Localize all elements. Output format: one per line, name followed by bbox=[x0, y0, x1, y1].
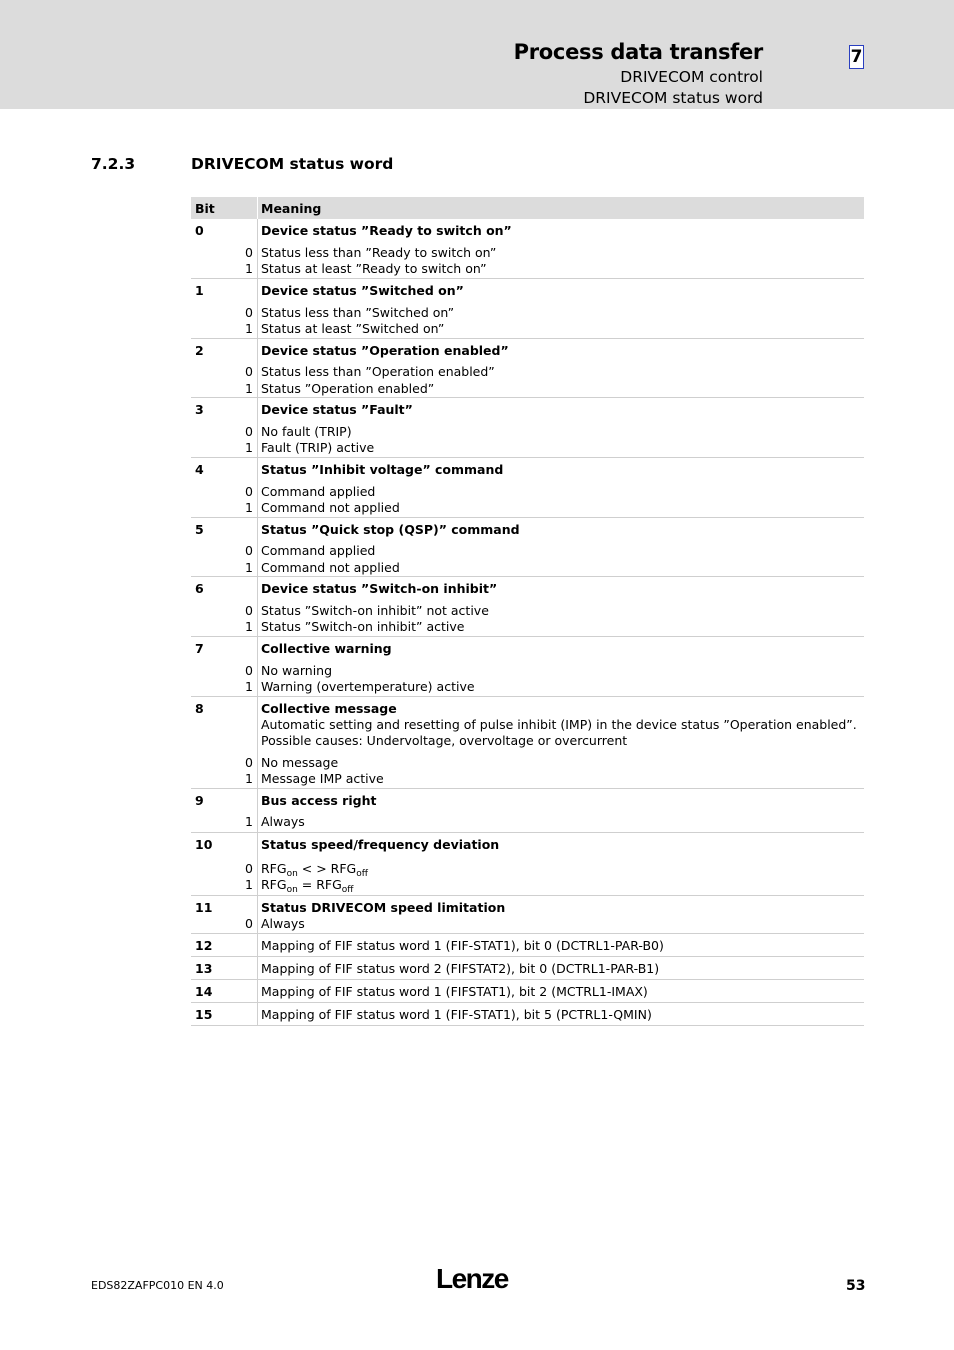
column-divider bbox=[257, 697, 258, 788]
bit-value-meaning: Command applied bbox=[261, 543, 376, 558]
chapter-title: Process data transfer bbox=[513, 40, 763, 64]
column-divider bbox=[257, 518, 258, 576]
column-header-meaning: Meaning bbox=[261, 201, 322, 216]
bit-value-meaning: Status ”Switch-on inhibit” not active bbox=[261, 603, 489, 618]
bit-number: 4 bbox=[195, 462, 204, 477]
bit-number: 8 bbox=[195, 701, 204, 716]
page-number: 53 bbox=[846, 1278, 866, 1294]
bit-title: Device status ”Switch-on inhibit” bbox=[261, 581, 498, 596]
column-divider bbox=[257, 398, 258, 457]
table-row bbox=[191, 458, 864, 518]
bit-value: 1 bbox=[245, 560, 253, 575]
column-divider bbox=[257, 833, 258, 895]
bit-value: 0 bbox=[245, 663, 253, 678]
bit-title: Collective warning bbox=[261, 641, 392, 656]
rfg-subscript: off bbox=[341, 885, 354, 895]
bit-number: 14 bbox=[195, 984, 213, 999]
table-row bbox=[191, 980, 864, 1003]
bit-value-meaning: Status less than ”Ready to switch on” bbox=[261, 245, 497, 260]
column-divider bbox=[257, 279, 258, 338]
bit-value: 1 bbox=[245, 619, 253, 634]
section-title: DRIVECOM status word bbox=[191, 155, 394, 173]
bit-number: 13 bbox=[195, 961, 213, 976]
bit-value: 0 bbox=[245, 245, 253, 260]
column-divider bbox=[257, 1003, 258, 1025]
bit-title: Device status ”Operation enabled” bbox=[261, 343, 509, 358]
column-divider bbox=[257, 980, 258, 1002]
bit-meaning: Mapping of FIF status word 1 (FIF-STAT1), bit 0 (DCTRL1-PAR-B0) bbox=[261, 938, 664, 953]
section-number: 7.2.3 bbox=[91, 155, 136, 173]
table-row bbox=[191, 577, 864, 637]
table-header-row bbox=[191, 197, 864, 219]
bit-meaning: Mapping of FIF status word 2 (FIFSTAT2), bit 0 (DCTRL1-PAR-B1) bbox=[261, 961, 660, 976]
bit-title: Status DRIVECOM speed limitation bbox=[261, 900, 506, 915]
bit-value-meaning bbox=[261, 861, 368, 879]
bit-value: 1 bbox=[245, 679, 253, 694]
bit-title: Status ”Quick stop (QSP)” command bbox=[261, 522, 520, 537]
bit-value: 1 bbox=[245, 440, 253, 455]
bit-number: 0 bbox=[195, 223, 204, 238]
rfg-subscript: off bbox=[356, 869, 368, 879]
table-row bbox=[191, 957, 864, 980]
bit-value: 1 bbox=[245, 814, 253, 829]
bit-value-meaning: Message IMP active bbox=[261, 771, 384, 786]
bit-meaning: Mapping of FIF status word 1 (FIFSTAT1), bit 2 (MCTRL1-IMAX) bbox=[261, 984, 648, 999]
chapter-number-badge: 7 bbox=[850, 47, 863, 67]
column-divider bbox=[257, 458, 258, 517]
table-row bbox=[191, 637, 864, 697]
table-row bbox=[191, 398, 864, 458]
rfg-text: RFG bbox=[261, 877, 287, 892]
table-row bbox=[191, 219, 864, 279]
bit-value-meaning: No message bbox=[261, 755, 339, 770]
bit-description: Automatic setting and resetting of pulse inhibit (IMP) in the device status ”Operation enabled”. bbox=[261, 717, 857, 732]
column-divider bbox=[257, 934, 258, 956]
bit-title: Device status ”Switched on” bbox=[261, 283, 464, 298]
column-divider bbox=[257, 339, 258, 397]
bit-value-meaning: Command applied bbox=[261, 484, 376, 499]
bit-number: 11 bbox=[195, 900, 213, 915]
bit-title: Collective message bbox=[261, 701, 397, 716]
table-row bbox=[191, 1003, 864, 1026]
table-row bbox=[191, 518, 864, 577]
bit-value-meaning: Command not applied bbox=[261, 500, 400, 515]
bit-value: 0 bbox=[245, 603, 253, 618]
bit-value-meaning bbox=[261, 877, 354, 895]
bit-value: 0 bbox=[245, 305, 253, 320]
rfg-text: < > RFG bbox=[297, 861, 357, 876]
bit-title: Status speed/frequency deviation bbox=[261, 837, 500, 852]
rfg-subscript: on bbox=[286, 869, 298, 879]
table-row bbox=[191, 896, 864, 934]
rfg-subscript: on bbox=[286, 885, 298, 895]
bit-value-meaning: Warning (overtemperature) active bbox=[261, 679, 475, 694]
table-row bbox=[191, 697, 864, 789]
bit-value: 0 bbox=[245, 755, 253, 770]
svg-text:Lenze: Lenze bbox=[436, 1264, 508, 1292]
column-divider bbox=[257, 957, 258, 979]
bit-value: 1 bbox=[245, 500, 253, 515]
bit-number: 12 bbox=[195, 938, 213, 953]
rfg-text: = RFG bbox=[297, 877, 342, 892]
bit-meaning: Mapping of FIF status word 1 (FIF-STAT1), bit 5 (PCTRL1-QMIN) bbox=[261, 1007, 652, 1022]
bit-number: 10 bbox=[195, 837, 213, 852]
status-word-table bbox=[191, 197, 864, 1026]
bit-number: 3 bbox=[195, 402, 204, 417]
bit-value-meaning: Command not applied bbox=[261, 560, 400, 575]
bit-number: 1 bbox=[195, 283, 204, 298]
bit-value: 1 bbox=[245, 261, 253, 276]
chapter-subtitle-2: DRIVECOM status word bbox=[583, 89, 763, 107]
bit-number: 5 bbox=[195, 522, 204, 537]
column-divider bbox=[257, 789, 258, 832]
bit-value: 1 bbox=[245, 381, 253, 396]
document-id: EDS82ZAFPC010 EN 4.0 bbox=[91, 1279, 224, 1292]
bit-value: 1 bbox=[245, 321, 253, 336]
bit-value-meaning: Always bbox=[261, 916, 305, 931]
bit-value: 0 bbox=[245, 424, 253, 439]
bit-title: Bus access right bbox=[261, 793, 377, 808]
lenze-logo bbox=[436, 1264, 516, 1292]
header-band bbox=[0, 0, 954, 109]
bit-number: 6 bbox=[195, 581, 204, 596]
bit-value-meaning: Status ”Operation enabled” bbox=[261, 381, 435, 396]
column-divider bbox=[257, 219, 258, 278]
bit-value: 1 bbox=[245, 771, 253, 786]
table-row bbox=[191, 934, 864, 957]
bit-value-meaning: Status ”Switch-on inhibit” active bbox=[261, 619, 465, 634]
bit-value-meaning: No warning bbox=[261, 663, 333, 678]
bit-value-meaning: Status at least ”Ready to switch on” bbox=[261, 261, 487, 276]
bit-number: 15 bbox=[195, 1007, 213, 1022]
bit-value: 0 bbox=[245, 861, 253, 876]
column-divider bbox=[257, 637, 258, 696]
table-row bbox=[191, 789, 864, 833]
bit-value: 0 bbox=[245, 916, 253, 931]
chapter-subtitle-1: DRIVECOM control bbox=[620, 68, 763, 86]
table-row bbox=[191, 339, 864, 398]
bit-number: 2 bbox=[195, 343, 204, 358]
column-divider bbox=[257, 577, 258, 636]
bit-value-meaning: Always bbox=[261, 814, 305, 829]
column-divider bbox=[257, 197, 258, 219]
bit-value-meaning: Status less than ”Switched on” bbox=[261, 305, 455, 320]
rfg-text: RFG bbox=[261, 861, 287, 876]
table-row bbox=[191, 279, 864, 339]
bit-value-meaning: Status at least ”Switched on” bbox=[261, 321, 445, 336]
bit-description: Possible causes: Undervoltage, overvoltage or overcurrent bbox=[261, 733, 628, 748]
table-row bbox=[191, 833, 864, 896]
bit-value-meaning: Fault (TRIP) active bbox=[261, 440, 375, 455]
bit-value-meaning: Status less than ”Operation enabled” bbox=[261, 364, 495, 379]
bit-number: 9 bbox=[195, 793, 204, 808]
bit-title: Device status ”Ready to switch on” bbox=[261, 223, 512, 238]
bit-value: 0 bbox=[245, 364, 253, 379]
bit-value: 1 bbox=[245, 877, 253, 892]
bit-title: Device status ”Fault” bbox=[261, 402, 413, 417]
bit-value: 0 bbox=[245, 484, 253, 499]
column-divider bbox=[257, 896, 258, 933]
bit-value-meaning: No fault (TRIP) bbox=[261, 424, 352, 439]
bit-value: 0 bbox=[245, 543, 253, 558]
bit-number: 7 bbox=[195, 641, 204, 656]
bit-title: Status ”Inhibit voltage” command bbox=[261, 462, 504, 477]
column-header-bit: Bit bbox=[195, 201, 215, 216]
